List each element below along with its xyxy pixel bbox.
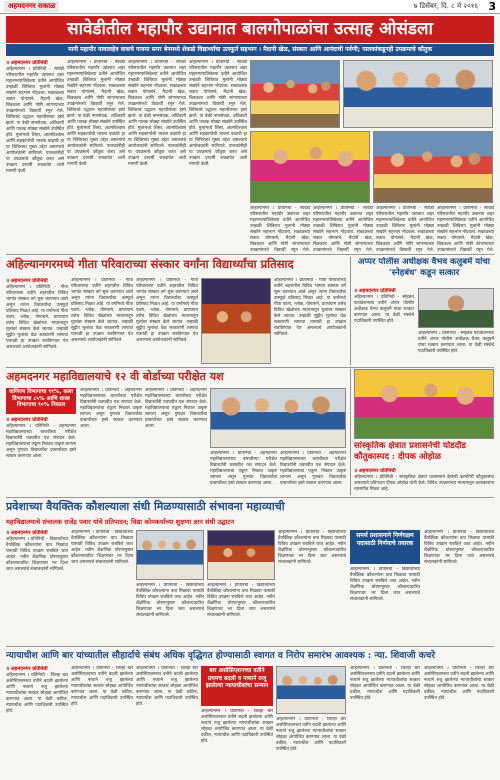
officer-column-2 bbox=[418, 331, 494, 364]
skill-byline: ॥ अहमदनगर प्रतिनिधी bbox=[6, 530, 48, 536]
skill-photo-1 bbox=[136, 530, 204, 580]
lead-photo-2 bbox=[343, 60, 493, 128]
page-number: 3 bbox=[488, 0, 496, 13]
divider bbox=[350, 369, 351, 495]
court-body-text: अहिल्यानगर । प्रतिनिधी - जिल्हा बार असोसिएशनच्या वतीने बदली झालेल्या आणि नव्याने रुजू झालेल्या न्यायाधीशांचा सत्कार सोहळा आयोजित करण्यात आला. या वेळी वकील, न्यायाधीश आणि पदाधिकारी उपस्थित होते. bbox=[424, 666, 494, 701]
lead-body-text: अहिल्यानगर । प्रतिनिधी - सावेडी परिसरातील महापौर उद्यानात शहर महानगरपालिकेच्या वतीने आयोजित उन्हाळी शिबिरात मुलांनी मोठ्या संख्येने सहभाग नोंदवला. सकाळच्या सत्रात योगासने, मैदानी खेळ, चित्रकला आणि गोष्टी सांगण्याच्या उपक्रमांमध्ये विद्यार्थी रमून गेले. bbox=[313, 206, 373, 252]
skill-body-text: अहिल्यानगर । प्रतिनिधी - विद्यार्थ्यांच्या वैयक्तिक कौशल्यांना वाव मिळावा यासाठी विविध उपक्रम राबविले जात आहेत. नवीन शैक्षणिक धोरणानुसार कौशल्याधारित शिक्षणावर भर दिला जात असल्याचे संचालकांनी सांगितले. bbox=[424, 530, 494, 565]
officer-headline: अप्पर पोलीस अधीक्षक वैभव कलुबर्मे यांचा ‘स्नेहबंध’ कडून सत्कार bbox=[358, 257, 490, 278]
court-column-6 bbox=[350, 666, 420, 776]
college-column-5 bbox=[280, 451, 346, 493]
college-body-text: अहिल्यानगर । प्रतिनिधी - अहमदनगर महाविद्यालयाच्या बारावीच्या परीक्षेत विद्यार्थ्यांनी घवघवीत यश संपादन केले. महाविद्यालयाचा एकूण निकाल उत्कृष्ट लागला असून गुणवंत विद्यार्थ्यांचा प्राचार्यांच्या हस्ते सत्कार करण्यात आला. bbox=[280, 451, 346, 486]
gita-photo bbox=[201, 278, 271, 364]
college-column-1 bbox=[6, 417, 76, 493]
court-headline: न्यायाधीश आणि बार यांच्यातील सौहार्दाचे संबंध अधिक वृद्धिगत होण्यासाठी स्वागत व निरोप समारंभ आवश्यक : न्या. शिवाजी कचरे bbox=[6, 651, 436, 661]
skill-body-text: अहिल्यानगर । प्रतिनिधी - विद्यार्थ्यांच्या वैयक्तिक कौशल्यांना वाव मिळावा यासाठी विविध उपक्रम राबविले जात आहेत. नवीन शैक्षणिक धोरणानुसार कौशल्याधारित शिक्षणावर भर दिला जात असल्याचे संचालकांनी सांगितले. bbox=[350, 567, 420, 602]
skill-body-text: अहिल्यानगर । प्रतिनिधी - विद्यार्थ्यांच्या वैयक्तिक कौशल्यांना वाव मिळावा यासाठी विविध उपक्रम राबविले जात आहेत. नवीन शैक्षणिक धोरणानुसार कौशल्याधारित शिक्षणावर भर दिला जात असल्याचे संचालकांनी सांगितले. bbox=[278, 530, 346, 565]
lead-photo-3 bbox=[250, 131, 370, 203]
gita-body-text: अहिल्यानगर । प्रतिनिधी - गीता परिवाराच्या वतीने शहरातील विविध भागांत संस्कार वर्ग सुरू करण्यात आले असून त्यांना विद्यार्थ्यांचा उत्स्फूर्त प्रतिसाद मिळत आहे. या वर्गांमध्ये गीता पठण, श्लोक, योगासने, प्राणायाम तसेच विविध खेळांच्या माध्यमातून मुलांवर संस्कार केले जातात. उन्हाळी सुट्टीत मुलांचा वेळ सत्कारणी लागावा यासाठी हा उपक्रम राबविण्यात येत असल्याचे आयोजकांनी सांगितले. bbox=[71, 278, 133, 343]
skill-headline: प्रवेशाच्या वैयक्तिक कौशल्याला संधी मिळण्यासाठी संभावना महाव्याची bbox=[6, 500, 285, 513]
lead-column-2 bbox=[67, 60, 125, 252]
court-column-4 bbox=[201, 709, 273, 776]
court-column-3 bbox=[136, 666, 198, 776]
lead-column-4 bbox=[189, 60, 247, 252]
college-body-text: अहिल्यानगर । प्रतिनिधी - अहमदनगर महाविद्यालयाच्या बारावीच्या परीक्षेत विद्यार्थ्यांनी घवघवीत यश संपादन केले. महाविद्यालयाचा एकूण निकाल उत्कृष्ट लागला असून गुणवंत विद्यार्थ्यांचा प्राचार्यांच्या हस्ते सत्कार करण्यात आला. bbox=[210, 451, 277, 486]
divider bbox=[6, 254, 494, 255]
college-photo bbox=[210, 388, 346, 448]
culture-column-1 bbox=[354, 468, 494, 494]
culture-photo bbox=[354, 369, 494, 439]
gita-byline: ॥ अहमदनगर प्रतिनिधी bbox=[6, 278, 48, 284]
court-body-text: अहिल्यानगर । प्रतिनिधी - जिल्हा बार असोसिएशनच्या वतीने बदली झालेल्या आणि नव्याने रुजू झालेल्या न्यायाधीशांचा सत्कार सोहळा आयोजित करण्यात आला. या वेळी वकील, न्यायाधीश आणि पदाधिकारी उपस्थित होते. bbox=[71, 666, 133, 707]
skill-column-3 bbox=[136, 583, 204, 644]
skill-column-4 bbox=[207, 583, 275, 644]
college-column-2 bbox=[80, 388, 142, 493]
court-byline: ॥ अहमदनगर प्रतिनिधी bbox=[6, 666, 48, 672]
skill-column-5 bbox=[278, 530, 346, 644]
court-body-text: अहिल्यानगर । प्रतिनिधी - जिल्हा बार असोसिएशनच्या वतीने बदली झालेल्या आणि नव्याने रुजू झालेल्या न्यायाधीशांचा सत्कार सोहळा आयोजित करण्यात आला. या वेळी वकील, न्यायाधीश आणि पदाधिकारी उपस्थित होते. bbox=[350, 666, 420, 701]
skill-column-7 bbox=[424, 530, 494, 644]
lead-body-text: अहिल्यानगर । प्रतिनिधी - सावेडी परिसरातील महापौर उद्यानात शहर महानगरपालिकेच्या वतीने आयोजित उन्हाळी शिबिरात मुलांनी मोठ्या संख्येने सहभाग नोंदवला. सकाळच्या सत्रात योगासने, मैदानी खेळ, चित्रकला आणि गोष्टी सांगण्याच्या उपक्रमांमध्ये विद्यार्थी रमून गेले. bbox=[250, 206, 310, 252]
college-result-badge: वाणिज्य विभागाचा ९९%, कला विभागाचा ८५% आणि शास्त्र विभागाचा ९०% निकाल bbox=[6, 388, 76, 414]
divider bbox=[350, 257, 351, 365]
court-body-text: अहिल्यानगर । प्रतिनिधी - जिल्हा बार असोसिएशनच्या वतीने बदली झालेल्या आणि नव्याने रुजू झालेल्या न्यायाधीशांचा सत्कार सोहळा आयोजित करण्यात आला. या वेळी वकील, न्यायाधीश आणि पदाधिकारी उपस्थित होते. bbox=[6, 673, 68, 714]
lead-body-text: अहिल्यानगर । प्रतिनिधी - सावेडी परिसरातील महापौर उद्यानात शहर महानगरपालिकेच्या वतीने आयोजित उन्हाळी शिबिरात मुलांनी मोठ्या संख्येने सहभाग नोंदवला. सकाळच्या सत्रात योगासने, मैदानी खेळ, चित्रकला आणि गोष्टी सांगण्याच्या उपक्रमांमध्ये विद्यार्थी रमून गेले. bbox=[376, 206, 434, 252]
gita-body-text: अहिल्यानगर । प्रतिनिधी - गीता परिवाराच्या वतीने शहरातील विविध भागांत संस्कार वर्ग सुरू करण्यात आले असून त्यांना विद्यार्थ्यांचा उत्स्फूर्त प्रतिसाद मिळत आहे. या वर्गांमध्ये गीता पठण, श्लोक, योगासने, प्राणायाम तसेच विविध खेळांच्या माध्यमातून मुलांवर संस्कार केले जातात. उन्हाळी सुट्टीत मुलांचा वेळ सत्कारणी लागावा यासाठी हा उपक्रम राबविण्यात येत असल्याचे आयोजकांनी सांगितले. bbox=[136, 278, 198, 343]
divider bbox=[6, 497, 494, 498]
court-body-text: अहिल्यानगर । प्रतिनिधी - जिल्हा बार असोसिएशनच्या वतीने बदली झालेल्या आणि नव्याने रुजू झालेल्या न्यायाधीशांचा सत्कार सोहळा आयोजित करण्यात आला. या वेळी वकील, न्यायाधीश आणि पदाधिकारी उपस्थित होते. bbox=[276, 717, 346, 752]
culture-body-text: अहिल्यानगर । प्रतिनिधी - सांस्कृतिक क्षेत्रात प्रशासनाने केलेली कामगिरी कौतुकास्पद असल्याचे प्रतिपादन दीपक ओहोळ यांनी केले. विविध उपक्रमांच्या माध्यमातून कलाकारांना व्यासपीठ मिळत आहे. bbox=[354, 475, 494, 492]
lead-body-text: अहिल्यानगर । प्रतिनिधी - सावेडी परिसरातील महापौर उद्यानात शहर महानगरपालिकेच्या वतीने आयोजित उन्हाळी शिबिरात मुलांनी मोठ्या संख्येने सहभाग नोंदवला. सकाळच्या सत्रात योगासने, मैदानी खेळ, चित्रकला आणि गोष्टी सांगण्याच्या उपक्रमांमध्ये विद्यार्थी रमून गेले. bbox=[437, 206, 494, 252]
skill-body-text: अहिल्यानगर । प्रतिनिधी - विद्यार्थ्यांच्या वैयक्तिक कौशल्यांना वाव मिळावा यासाठी विविध उपक्रम राबविले जात आहेत. नवीन शैक्षणिक धोरणानुसार कौशल्याधारित शिक्षणावर भर दिला जात असल्याचे संचालकांनी सांगितले. bbox=[71, 530, 133, 565]
college-column-3 bbox=[145, 388, 207, 493]
lead-body-text: अहिल्यानगर । प्रतिनिधी - सावेडी परिसरातील महापौर उद्यानात शहर महानगरपालिकेच्या वतीने आयोजित उन्हाळी शिबिरात मुलांनी मोठ्या संख्येने सहभाग नोंदवला. सकाळच्या सत्रात योगासने, मैदानी खेळ, चित्रकला आणि गोष्टी सांगण्याच्या उपक्रमांमध्ये विद्यार्थी रमून गेले. शिबिराचे उद्घाटन महापौरांच्या हस्ते झाले. या वेळी नगरसेवक, अधिकारी आणि पालक मोठ्या संख्येने उपस्थित होते. मुलांमध्ये शिस्त, आत्मविश्वास आणि सहकार्याची भावना वाढावी हा या शिबिराचा मुख्य उद्देश असल्याचे आयोजकांनी सांगितले. पालकांनीही या उपक्रमाचे कौतुक करत असे उपक्रम दरवर्षी राबवावेत अशी मागणी केली. bbox=[189, 60, 247, 167]
masthead: अहमदनगर सकाळ bbox=[4, 1, 59, 12]
gita-body-text: अहिल्यानगर । प्रतिनिधी - गीता परिवाराच्या वतीने शहरातील विविध भागांत संस्कार वर्ग सुरू करण्यात आले असून त्यांना विद्यार्थ्यांचा उत्स्फूर्त प्रतिसाद मिळत आहे. या वर्गांमध्ये गीता पठण, श्लोक, योगासने, प्राणायाम तसेच विविध खेळांच्या माध्यमातून मुलांवर संस्कार केले जातात. उन्हाळी सुट्टीत मुलांचा वेळ सत्कारणी लागावा यासाठी हा उपक्रम राबविण्यात येत असल्याचे आयोजकांनी सांगितले. bbox=[6, 285, 68, 350]
skill-sidebox: समर्थ प्रशासनाने निर्णयक्षम पदासाठी निर्णयाचे तयारक bbox=[350, 530, 420, 564]
lead-body-text: अहिल्यानगर । प्रतिनिधी - सावेडी परिसरातील महापौर उद्यानात शहर महानगरपालिकेच्या वतीने आयोजित उन्हाळी शिबिरात मुलांनी मोठ्या संख्येने सहभाग नोंदवला. सकाळच्या सत्रात योगासने, मैदानी खेळ, चित्रकला आणि गोष्टी सांगण्याच्या उपक्रमांमध्ये विद्यार्थी रमून गेले. शिबिराचे उद्घाटन महापौरांच्या हस्ते झाले. या वेळी नगरसेवक, अधिकारी आणि पालक मोठ्या संख्येने उपस्थित होते. मुलांमध्ये शिस्त, आत्मविश्वास आणि सहकार्याची भावना वाढावी हा या शिबिराचा मुख्य उद्देश असल्याचे आयोजकांनी सांगितले. पालकांनीही या उपक्रमाचे कौतुक करत असे उपक्रम दरवर्षी राबवावेत अशी मागणी केली. bbox=[6, 67, 64, 174]
lead-body-text: अहिल्यानगर । प्रतिनिधी - सावेडी परिसरातील महापौर उद्यानात शहर महानगरपालिकेच्या वतीने आयोजित उन्हाळी शिबिरात मुलांनी मोठ्या संख्येने सहभाग नोंदवला. सकाळच्या सत्रात योगासने, मैदानी खेळ, चित्रकला आणि गोष्टी सांगण्याच्या उपक्रमांमध्ये विद्यार्थी रमून गेले. शिबिराचे उद्घाटन महापौरांच्या हस्ते झाले. या वेळी नगरसेवक, अधिकारी आणि पालक मोठ्या संख्येने उपस्थित होते. मुलांमध्ये शिस्त, आत्मविश्वास आणि सहकार्याची भावना वाढावी हा या शिबिराचा मुख्य उद्देश असल्याचे आयोजकांनी सांगितले. पालकांनीही या उपक्रमाचे कौतुक करत असे उपक्रम दरवर्षी राबवावेत अशी मागणी केली. bbox=[67, 60, 125, 167]
college-column-4 bbox=[210, 451, 277, 493]
skill-body-text: अहिल्यानगर । प्रतिनिधी - विद्यार्थ्यांच्या वैयक्तिक कौशल्यांना वाव मिळावा यासाठी विविध उपक्रम राबविले जात आहेत. नवीन शैक्षणिक धोरणानुसार कौशल्याधारित शिक्षणावर भर दिला जात असल्याचे संचालकांनी सांगितले. bbox=[207, 583, 275, 618]
skill-subheadline: महाविद्यालयाचे संचालक राजेंद्र पवार यांचे प्रतिपादन; विद्या कोमकर्याच्या शुक्षणा ज्ञान संधी उद्घाटन bbox=[6, 518, 235, 526]
court-column-2 bbox=[71, 666, 133, 776]
culture-headline: सांस्कृतिक क्षेत्रात प्रशासनेची घोडदौड कौतुकास्पद : दीपक ओहोळ bbox=[354, 441, 466, 462]
culture-byline: ॥ अहमदनगर प्रतिनिधी bbox=[354, 468, 396, 474]
court-column-7 bbox=[424, 666, 494, 776]
skill-body-text: अहिल्यानगर । प्रतिनिधी - विद्यार्थ्यांच्या वैयक्तिक कौशल्यांना वाव मिळावा यासाठी विविध उपक्रम राबविले जात आहेत. नवीन शैक्षणिक धोरणानुसार कौशल्याधारित शिक्षणावर भर दिला जात असल्याचे संचालकांनी सांगितले. bbox=[6, 537, 68, 572]
college-body-text: अहिल्यानगर । प्रतिनिधी - अहमदनगर महाविद्यालयाच्या बारावीच्या परीक्षेत विद्यार्थ्यांनी घवघवीत यश संपादन केले. महाविद्यालयाचा एकूण निकाल उत्कृष्ट लागला असून गुणवंत विद्यार्थ्यांचा प्राचार्यांच्या हस्ते सत्कार करण्यात आला. bbox=[145, 388, 207, 429]
skill-photo-2 bbox=[207, 530, 275, 580]
court-column-1 bbox=[6, 666, 68, 776]
officer-photo bbox=[418, 288, 494, 328]
gita-column-3 bbox=[136, 278, 198, 364]
court-badge: बार असोसिएशनच्या वतीने प्रथमच बदली व नव्याने रुजू झालेल्या न्यायाधीशांचा सन्मान bbox=[201, 666, 273, 706]
gita-headline: अहिल्यानगरमध्ये गीता परिवाराच्या संस्कार वर्गांना विद्यार्थ्यांचा प्रतिसाद bbox=[6, 257, 294, 271]
issue-date: ७ डिसेंबर, दि. ८ मे २०१६ bbox=[413, 2, 478, 10]
officer-column-1 bbox=[354, 288, 414, 364]
court-column-5 bbox=[276, 717, 346, 776]
officer-byline: ॥ अहमदनगर प्रतिनिधी bbox=[354, 288, 396, 294]
gita-column-2 bbox=[71, 278, 133, 364]
divider bbox=[6, 367, 494, 368]
lead-subheadline: मानी महापौर यावालहेव वाकचे गायमा समर बेनमध्ये शेकडो विद्यार्थ्यांचा उत्स्फूर्त सहभाग । मैदानी खेळ, संस्कार आणि आनंदाची पर्वणी; पालकांकडूनही उपक्रमाचे कौतुक bbox=[6, 44, 494, 56]
court-photo bbox=[276, 666, 346, 714]
skill-body-text: अहिल्यानगर । प्रतिनिधी - विद्यार्थ्यांच्या वैयक्तिक कौशल्यांना वाव मिळावा यासाठी विविध उपक्रम राबविले जात आहेत. नवीन शैक्षणिक धोरणानुसार कौशल्याधारित शिक्षणावर भर दिला जात असल्याचे संचालकांनी सांगितले. bbox=[136, 583, 204, 618]
gita-column-1 bbox=[6, 278, 68, 364]
skill-column-1 bbox=[6, 530, 68, 644]
lead-column-5 bbox=[250, 206, 310, 252]
gita-body-text: अहिल्यानगर । प्रतिनिधी - गीता परिवाराच्या वतीने शहरातील विविध भागांत संस्कार वर्ग सुरू करण्यात आले असून त्यांना विद्यार्थ्यांचा उत्स्फूर्त प्रतिसाद मिळत आहे. या वर्गांमध्ये गीता पठण, श्लोक, योगासने, प्राणायाम तसेच विविध खेळांच्या माध्यमातून मुलांवर संस्कार केले जातात. उन्हाळी सुट्टीत मुलांचा वेळ सत्कारणी लागावा यासाठी हा उपक्रम राबविण्यात येत असल्याचे आयोजकांनी सांगितले. bbox=[274, 278, 346, 337]
lead-column-7 bbox=[376, 206, 434, 252]
lead-photo-1 bbox=[250, 60, 340, 128]
college-headline: अहमदनगर महाविद्यालयाचे १२ वी बोर्डाच्या परीक्षेत यश bbox=[6, 370, 224, 383]
college-body-text: अहिल्यानगर । प्रतिनिधी - अहमदनगर महाविद्यालयाच्या बारावीच्या परीक्षेत विद्यार्थ्यांनी घवघवीत यश संपादन केले. महाविद्यालयाचा एकूण निकाल उत्कृष्ट लागला असून गुणवंत विद्यार्थ्यांचा प्राचार्यांच्या हस्ते सत्कार करण्यात आला. bbox=[80, 388, 142, 429]
lead-column-3 bbox=[128, 60, 186, 252]
lead-column-1 bbox=[6, 60, 64, 252]
officer-body-text: अहिल्यानगर । प्रतिनिधी - स्नेहबंध फाउंडेशनच्या वतीने अप्पर पोलीस अधीक्षक वैभव कलुबर्मे यांचा सत्कार करण्यात आला. या वेळी संस्थेचे पदाधिकारी उपस्थित होते. bbox=[418, 331, 494, 354]
officer-body-text: अहिल्यानगर । प्रतिनिधी - स्नेहबंध फाउंडेशनच्या वतीने अप्पर पोलीस अधीक्षक वैभव कलुबर्मे यांचा सत्कार करण्यात आला. या वेळी संस्थेचे पदाधिकारी उपस्थित होते. bbox=[354, 295, 414, 324]
page-header bbox=[0, 0, 500, 14]
divider bbox=[6, 646, 494, 647]
college-byline: ॥ अहमदनगर प्रतिनिधी bbox=[6, 417, 48, 423]
college-body-text: अहिल्यानगर । प्रतिनिधी - अहमदनगर महाविद्यालयाच्या बारावीच्या परीक्षेत विद्यार्थ्यांनी घवघवीत यश संपादन केले. महाविद्यालयाचा एकूण निकाल उत्कृष्ट लागला असून गुणवंत विद्यार्थ्यांचा प्राचार्यांच्या हस्ते सत्कार करण्यात आला. bbox=[6, 424, 76, 459]
lead-body-text: अहिल्यानगर । प्रतिनिधी - सावेडी परिसरातील महापौर उद्यानात शहर महानगरपालिकेच्या वतीने आयोजित उन्हाळी शिबिरात मुलांनी मोठ्या संख्येने सहभाग नोंदवला. सकाळच्या सत्रात योगासने, मैदानी खेळ, चित्रकला आणि गोष्टी सांगण्याच्या उपक्रमांमध्ये विद्यार्थी रमून गेले. शिबिराचे उद्घाटन महापौरांच्या हस्ते झाले. या वेळी नगरसेवक, अधिकारी आणि पालक मोठ्या संख्येने उपस्थित होते. मुलांमध्ये शिस्त, आत्मविश्वास आणि सहकार्याची भावना वाढावी हा या शिबिराचा मुख्य उद्देश असल्याचे आयोजकांनी सांगितले. पालकांनीही या उपक्रमाचे कौतुक करत असे उपक्रम दरवर्षी राबवावेत अशी मागणी केली. bbox=[128, 60, 186, 167]
skill-column-6 bbox=[350, 567, 420, 644]
court-body-text: अहिल्यानगर । प्रतिनिधी - जिल्हा बार असोसिएशनच्या वतीने बदली झालेल्या आणि नव्याने रुजू झालेल्या न्यायाधीशांचा सत्कार सोहळा आयोजित करण्यात आला. या वेळी वकील, न्यायाधीश आणि पदाधिकारी उपस्थित होते. bbox=[201, 709, 273, 744]
lead-column-8 bbox=[437, 206, 494, 252]
lead-column-6 bbox=[313, 206, 373, 252]
skill-column-2 bbox=[71, 530, 133, 644]
lead-headline: सावेडीतील महापौर उद्यानात बालगोपाळांचा उत्साह ओसंडला bbox=[6, 16, 494, 43]
lead-byline: ॥ अहमदनगर प्रतिनिधी bbox=[6, 60, 48, 66]
court-body-text: अहिल्यानगर । प्रतिनिधी - जिल्हा बार असोसिएशनच्या वतीने बदली झालेल्या आणि नव्याने रुजू झालेल्या न्यायाधीशांचा सत्कार सोहळा आयोजित करण्यात आला. या वेळी वकील, न्यायाधीश आणि पदाधिकारी उपस्थित होते. bbox=[136, 666, 198, 707]
gita-column-4 bbox=[274, 278, 346, 364]
lead-photo-4 bbox=[373, 131, 493, 203]
